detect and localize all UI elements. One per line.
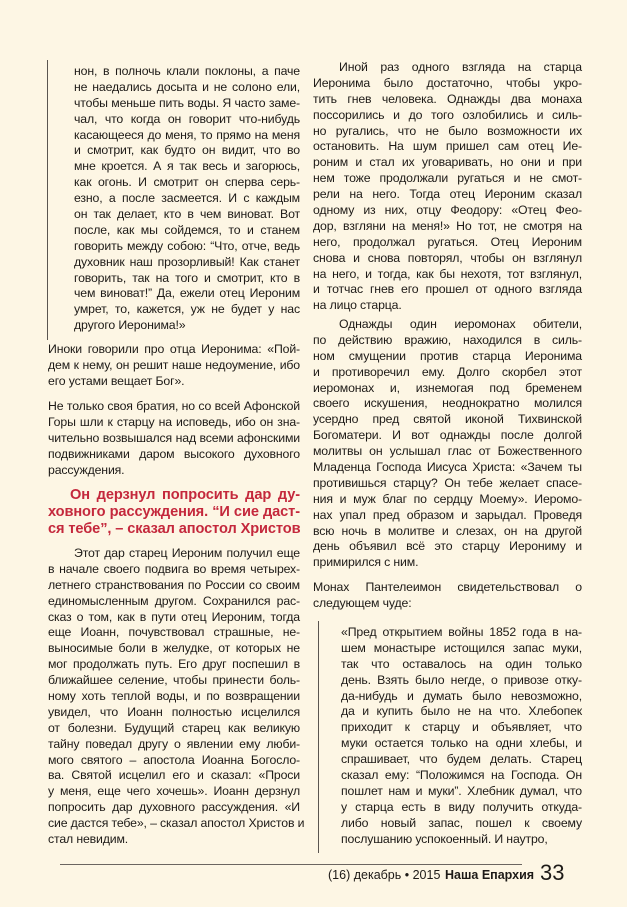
text-line: шем монастыре истощился запас муки, (341, 640, 582, 655)
text-line: да-нибудь и думать было невозможно, (341, 688, 582, 703)
text-line: говорить между собою: “Что, отче, ведь (74, 238, 300, 253)
text-line: ния и муж благ по сердцу Моему». Иеромо- (313, 491, 582, 506)
text-line: муки остается только на одни хлебы, и (341, 736, 582, 751)
text-line: Однажды один иеромонах обители, (339, 317, 582, 331)
text-line: ном смущении против старца Иеронима (313, 348, 582, 363)
text-line: роним и стал их уговаривать, но они и при (313, 155, 582, 170)
text-line: сказал ему: “Положимся на Господа. Он (341, 768, 582, 783)
text-line: усердно пред святой иконой Тихвинской (313, 412, 582, 427)
text-line: нон, в полночь клали поклоны, а паче (74, 64, 300, 78)
text-line: чтобы меньше пить воды. Я часто заме- (74, 95, 300, 110)
paragraph (48, 546, 305, 848)
text-line: у меня, еще чего хочешь». Иоанн дерзнул (48, 784, 300, 799)
text-line: и тотчас гнев его прошел от одного взгляда (313, 282, 582, 297)
text-line: дор, взгляни на меня!» Но тот, не смотря на (313, 218, 582, 233)
text-line: единомысленным другом. Сохранился рас- (48, 593, 300, 608)
text-line: Не только своя братия, но со всей Афонской (48, 399, 300, 413)
text-line: сие дастся тебе», – сказал апостол Христов и (48, 816, 305, 831)
text-line: Иеронима было достаточно, чтобы укро- (313, 75, 582, 90)
text-line: нем тоже продолжали ругаться и не смот- (313, 171, 582, 186)
page-number: 33 (540, 860, 565, 885)
text-line: на лицо старца. (313, 298, 402, 313)
text-line: его устами вещает Бог». (48, 373, 185, 388)
text-line: чительно возвышался над всеми афонскими (48, 430, 300, 445)
text-line: Младенца Господа Иисуса Христа: «Зачем ты (313, 460, 582, 475)
paragraph (313, 580, 582, 612)
text-line: увидел, что Иоанн полностью исцелился (48, 704, 300, 719)
text-line: ближайшее селение, чтобы принести боль- (48, 673, 300, 688)
text-line: сказ о том, как в пути отец Иероним, тогда (48, 609, 300, 624)
text-line: остановить. На шум пришел сам отец Ие- (313, 139, 582, 154)
text-line: он так делает, кто в чем виноват. Вот (74, 207, 300, 222)
text-line: Богоматери. И вот однажды после долгой (313, 428, 582, 443)
footer-divider (60, 864, 522, 865)
text-line: Монах Пантелеимон свидетельствовал о (313, 580, 582, 594)
text-line: Иной раз одного взгляда на старца (339, 60, 582, 74)
text-line: мог продолжать путь. Его друг поспешил в (48, 657, 300, 672)
text-line: всю ночь в молитве и слезах, он на другой (313, 523, 582, 538)
text-line: по действию вражию, находился в силь- (313, 332, 582, 347)
paragraph (48, 342, 300, 390)
text-line: после, как мы сойдемся, то и станем (74, 222, 300, 237)
text-line: подвижниками даром высокого духовного (48, 446, 300, 461)
text-line: чем виноват!” Да, ежели отец Иероним (74, 286, 300, 301)
issue-date: (16) декабрь • 2015 (328, 868, 441, 882)
text-line: одному из них, отцу Феодору: «Отец Фео- (313, 203, 582, 218)
text-line: мне кроется. А я так весь и загорюсь, (74, 159, 300, 174)
text-line: спрашивает, что будем делать. Старец (341, 752, 582, 767)
text-line: день объявил всё это старцу Иерониму и (313, 539, 582, 554)
paragraph (313, 60, 582, 314)
text-line: «Пред открытием войны 1852 года в на- (341, 625, 582, 639)
text-line: рели на него. Тогда отец Иероним сказал (313, 187, 582, 202)
text-line: следующем чуде: (313, 595, 412, 610)
text-line: у старца есть в виду получить откуда- (341, 799, 582, 814)
text-line: либо новый запас, пошел к своему (341, 815, 582, 830)
text-line: стал невидим. (48, 832, 129, 847)
text-line: но ругались, что не было возможности их (313, 123, 582, 138)
text-line: Горы шли к старцу на исповедь, ибо он зна- (48, 414, 300, 429)
text-line: касающееся до меня, то прямо на меня (74, 127, 300, 142)
text-line: своего искушения, неоднократно молился (313, 396, 582, 411)
text-line: как огонь. И смотрит он сперва серь- (74, 175, 300, 190)
text-line: тить гнев человека. Однажды два монаха (313, 91, 582, 106)
text-line: выносимые боли в желудке, от которых не (48, 641, 300, 656)
text-line: умрет, то, кажется, уж не будет у нас (74, 302, 300, 317)
text-line: Этот дар старец Иероним получил еще (74, 546, 300, 560)
text-line: духовник наш прозорливый! Как станет (74, 254, 300, 269)
text-line: ховного рассуждения. “И сие даст- (48, 504, 300, 520)
text-line: и противоречил ему. Долго скорбел этот (313, 364, 582, 379)
text-line: и смотрит, как будто он видит, что во (74, 143, 300, 158)
text-line: молитвы он услышал глас от Божественного (313, 444, 582, 459)
quote-block (47, 60, 300, 340)
text-line: иеромонах и, изнемогая под бременем (313, 380, 582, 395)
text-line: нах упал пред образом и зарыдал. Проведя (313, 507, 582, 522)
text-line: примирился с ним. (313, 555, 419, 570)
text-line: езно, а после засмеется. И с каждым (74, 191, 300, 206)
text-line: мого святого – апостола Иоанна Богосло- (48, 752, 300, 767)
text-line: ному хоть теплой воды, и по возвращении (48, 689, 300, 704)
text-line: поссорились и до того озлобились и силь- (313, 107, 582, 122)
text-line: так что оставалось на один только (341, 656, 582, 671)
text-line: говорить, так на того и смотрит, кто в (74, 270, 300, 285)
text-line: Иноки говорили про отца Иеронима: «Пой- (48, 342, 300, 356)
text-line: другого Иеронима!» (74, 318, 186, 333)
text-line: послушанию успокоенный. И наутро, (341, 831, 548, 846)
text-line: дем к нему, он решит наше недоумение, ибо (48, 357, 300, 372)
text-line: на него, и тогда, как бы нехотя, тот взглянул, (313, 266, 582, 281)
text-line: еще Иоанн, почувствовал страшные, не- (48, 625, 300, 640)
magazine-title: Наша Епархия (445, 868, 535, 882)
text-line: день. Взять было негде, о привозе отку- (341, 672, 582, 687)
text-line: в начале своего подвига во время четырех- (48, 561, 300, 576)
quote-block (318, 621, 582, 853)
text-line: противишься старцу? Он тебе желает спасе- (313, 475, 582, 490)
text-line: летнего странствования по России со своим (48, 577, 300, 592)
text-line: снова и снова повторял, чтобы он взглянул (313, 250, 582, 265)
paragraph (313, 317, 582, 571)
text-line: ся тебе”, – сказал апостол Христов (48, 521, 301, 537)
text-line: не наедались досыта и не солоно ели, (74, 79, 300, 94)
text-line: Он дерзнул попросить дар ду- (70, 487, 300, 503)
text-line: попросить дар духовного рассуждения. «И (48, 800, 300, 815)
text-line: приходит к старцу и объявляет, что (341, 720, 582, 735)
text-line: пошлет нам и муки”. Хлебник думал, что (341, 783, 582, 798)
text-line: от болезни. Будущий старец как великую (48, 720, 300, 735)
paragraph (48, 399, 300, 478)
text-line: ва. Святой исцелил его и сказал: «Проси (48, 768, 300, 783)
text-line: рассуждения. (48, 462, 125, 477)
text-line: него, продолжал ругаться. Отец Иероним (313, 234, 582, 249)
text-line: тайну поведал другу о явлении ему люби- (48, 736, 300, 751)
text-line: да и купить было не на что. Хлебопек (341, 704, 582, 719)
section-heading (48, 487, 300, 538)
text-line: чал, что когда он говорит что-нибудь (74, 111, 300, 126)
